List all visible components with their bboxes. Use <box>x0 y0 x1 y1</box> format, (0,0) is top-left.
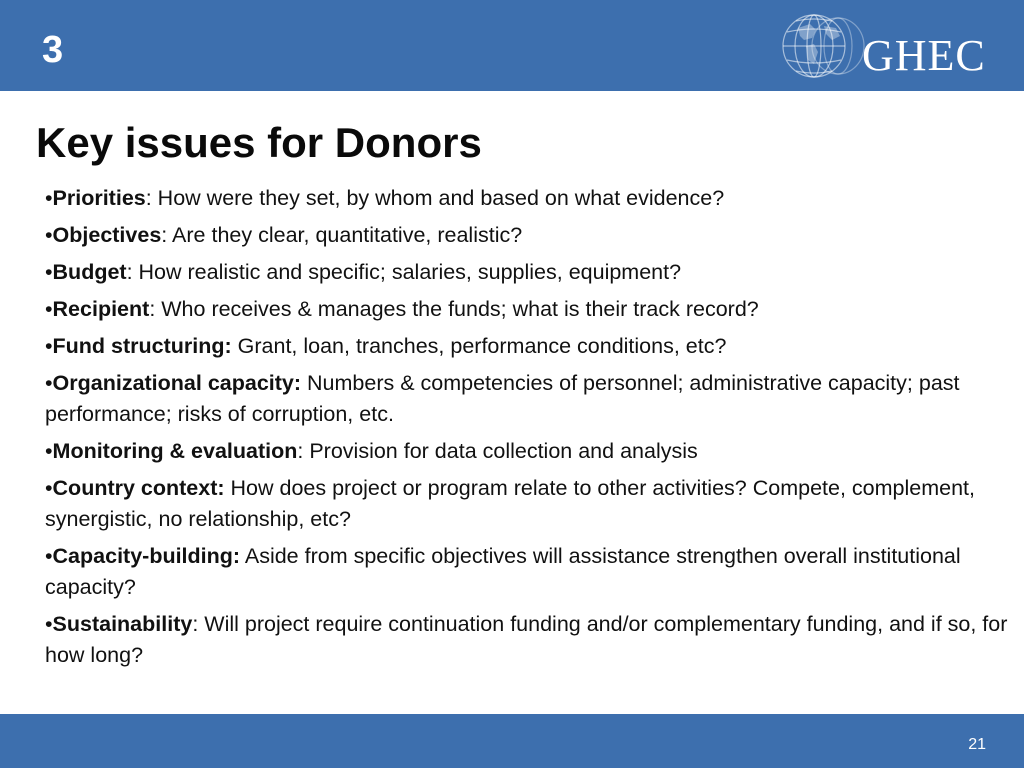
bullet-item-organizational-capacity: •Organizational capacity: Numbers & competencies of personnel; administrative capacity; past performance; risks of corruption, etc. <box>45 371 960 426</box>
bullet-item-priorities: •Priorities: How were they set, by whom and based on what evidence? <box>45 186 725 210</box>
bullet-term: Capacity-building: <box>52 544 241 568</box>
section-number: 3 <box>42 29 64 71</box>
bullet-item-fund-structuring: •Fund structuring: Grant, loan, tranches, performance conditions, etc? <box>45 334 727 358</box>
bullet-text: Numbers & competencies of personnel; administrative capacity; past performance; risks of corruption, etc. <box>45 371 960 426</box>
bullet-text: : Will project require continuation funding and/or complementary funding, and if so, for how long? <box>45 612 1008 667</box>
bullet-item-sustainability: •Sustainability: Will project require continuation funding and/or complementary funding, and if so, for how long? <box>45 612 1008 667</box>
ghec-logo <box>776 10 1006 82</box>
bullet-term: Objectives <box>52 223 162 247</box>
bullet-text: : Who receives & manages the funds; what is their track record? <box>149 297 759 321</box>
bullet-item-recipient: •Recipient: Who receives & manages the funds; what is their track record? <box>45 297 759 321</box>
bullet-text: Grant, loan, tranches, performance conditions, etc? <box>231 334 727 358</box>
bullet-term: Budget <box>52 260 127 284</box>
bullet-term: Priorities <box>52 186 146 210</box>
bullet-item-budget: •Budget: How realistic and specific; salaries, supplies, equipment? <box>45 260 682 284</box>
bullet-term: Organizational capacity: <box>52 371 302 395</box>
bullet-text: Aside from specific objectives will assistance strengthen overall institutional capacity? <box>45 544 961 599</box>
footer-bar <box>0 714 1024 768</box>
bullet-item-objectives: •Objectives: Are they clear, quantitative, realistic? <box>45 223 523 247</box>
bullet-item-capacity-building: •Capacity-building: Aside from specific objectives will assistance strengthen overall institutional capacity? <box>45 544 961 599</box>
bullet-term: Monitoring & evaluation <box>52 439 298 463</box>
bullet-item-monitoring-evaluation: •Monitoring & evaluation: Provision for data collection and analysis <box>45 439 698 463</box>
bullet-term: Country context: <box>52 476 225 500</box>
page-number: 21 <box>968 736 986 753</box>
bullet-term: Recipient <box>52 297 150 321</box>
bullet-text: How does project or program relate to other activities? Compete, complement, synergistic, no relationship, etc? <box>45 476 975 531</box>
logo-text: GHEC <box>862 31 986 80</box>
bullet-item-country-context: •Country context: How does project or program relate to other activities? Compete, complement, synergistic, no relationship, etc? <box>45 476 975 531</box>
header-bar <box>0 0 1024 91</box>
globe-icon <box>776 10 866 82</box>
bullet-text: : How realistic and specific; salaries, supplies, equipment? <box>126 260 682 284</box>
bullet-term: Sustainability <box>52 612 193 636</box>
bullet-text: : Are they clear, quantitative, realistic? <box>161 223 523 247</box>
bullet-text: : How were they set, by whom and based on what evidence? <box>145 186 725 210</box>
slide-title: Key issues for Donors <box>36 119 482 166</box>
bullet-term: Fund structuring: <box>52 334 232 358</box>
bullet-text: : Provision for data collection and analysis <box>297 439 698 463</box>
bullet-list <box>45 183 1010 677</box>
